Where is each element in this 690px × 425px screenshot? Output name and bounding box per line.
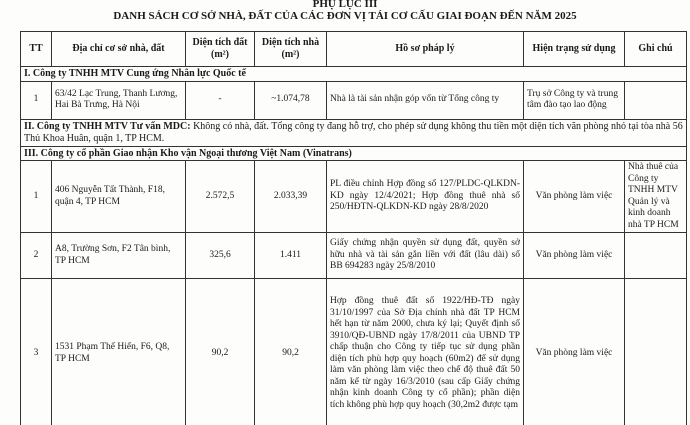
cell-address: 1531 Phạm Thế Hiển, F6, Q8, TP HCM [52, 279, 186, 425]
cell-tt: 2 [21, 233, 52, 279]
table-header-row [21, 32, 687, 67]
cell-status: Trụ sở Công ty và trung tâm đào tạo lao động [524, 81, 625, 119]
table-row [21, 161, 687, 233]
cell-tt: 1 [21, 81, 52, 119]
section-title: III. Công ty cổ phần Giao nhận Kho vận Ngoại thương Việt Nam (Vinatrans) [21, 146, 687, 161]
document-title: DANH SÁCH CƠ SỞ NHÀ, ĐẤT CỦA CÁC ĐƠN VỊ TÁI CƠ CẤU GIAI ĐOẠN ĐẾN NĂM 2025 [113, 10, 577, 22]
header-address: Địa chỉ cơ sở nhà, đất [52, 32, 186, 67]
cell-note [625, 279, 687, 425]
cell-house-area: 90,2 [255, 279, 327, 425]
table-row [21, 279, 687, 425]
cell-address: 63/42 Lạc Trung, Thanh Lương, Hai Bà Trưng, Hà Nội [52, 81, 186, 119]
header-status: Hiện trạng sử dụng [524, 32, 625, 67]
appendix-heading: PHỤ LỤC III [312, 0, 378, 10]
table-row [21, 233, 687, 279]
section-row-2 [21, 119, 687, 146]
cell-house-area: 2.033,39 [255, 161, 327, 233]
header-land-area: Diện tích đất (m²) [186, 32, 255, 67]
cell-legal: Hợp đồng thuê đất số 1922/HĐ-TĐ ngày 31/10/1997 của Sở Địa chính nhà đất TP HCM hết hạn từ năm 2000, chưa ký lại; Quyết định số 3910/QĐ-UBND ngày 17/8/2011 của UBND TP chấp thuận cho Công ty tiếp tục sử dụng phần diện tích phù hợp quy hoạch (60m2) để sử dụng làm văn phòng làm việc theo chế độ thuê đất 50 năm kể từ ngày 16/3/2010 (sau cấp Giấy chứng nhận kinh doanh Công ty cổ phần); phần diện tích không phù hợp quy hoạch (30,2m2 được tạm [327, 279, 524, 425]
cell-land-area: - [186, 81, 255, 119]
cell-address: 406 Nguyễn Tất Thành, F18, quận 4, TP HCM [52, 161, 186, 233]
cell-tt: 1 [21, 161, 52, 233]
cell-legal: Nhà là tài sản nhận góp vốn từ Tổng công ty [327, 81, 524, 119]
cell-status: Văn phòng làm việc [524, 161, 625, 233]
cell-house-area: ~1.074,78 [255, 81, 327, 119]
cell-status: Văn phòng làm việc [524, 279, 625, 425]
cell-tt: 3 [21, 279, 52, 425]
cell-note [625, 233, 687, 279]
cell-note: Nhà thuê của Công ty TNHH MTV Quản lý và kinh doanh nhà TP HCM [625, 161, 687, 233]
cell-legal: PL điều chỉnh Hợp đồng số 127/PLDC-QLKDN-KD ngày 12/4/2021; Hợp đồng thuê nhà số 250/HĐTN-QLKDN-KD ngày 28/8/2020 [327, 161, 524, 233]
cell-note [625, 81, 687, 119]
cell-house-area: 1.411 [255, 233, 327, 279]
cell-land-area: 2.572,5 [186, 161, 255, 233]
property-table [20, 31, 687, 425]
section-row-3 [21, 146, 687, 161]
cell-land-area: 90,2 [186, 279, 255, 425]
table-row [21, 81, 687, 119]
section-title: II. Công ty TNHH MTV Tư vấn MDC: Không có nhà, đất. Tổng công ty đang hỗ trợ, cho phép sử dụng không thu tiền một diện tích văn phòng nhỏ tại tòa nhà 56 Thủ Khoa Huân, quận 1, TP HCM. [21, 119, 687, 146]
header-legal: Hồ sơ pháp lý [327, 32, 524, 67]
cell-legal: Giấy chứng nhận quyền sử dụng đất, quyền sở hữu nhà và tài sản gắn liền với đất (lâu dài) số BB 694283 ngày 25/8/2010 [327, 233, 524, 279]
header-tt: TT [21, 32, 52, 67]
section-title: I. Công ty TNHH MTV Cung ứng Nhân lực Quốc tế [21, 67, 687, 82]
cell-address: A8, Trường Sơn, F2 Tân bình, TP HCM [52, 233, 186, 279]
section-row-1 [21, 67, 687, 82]
cell-status: Văn phòng làm việc [524, 233, 625, 279]
header-note: Ghi chú [625, 32, 687, 67]
cell-land-area: 325,6 [186, 233, 255, 279]
header-house-area: Diện tích nhà (m²) [255, 32, 327, 67]
